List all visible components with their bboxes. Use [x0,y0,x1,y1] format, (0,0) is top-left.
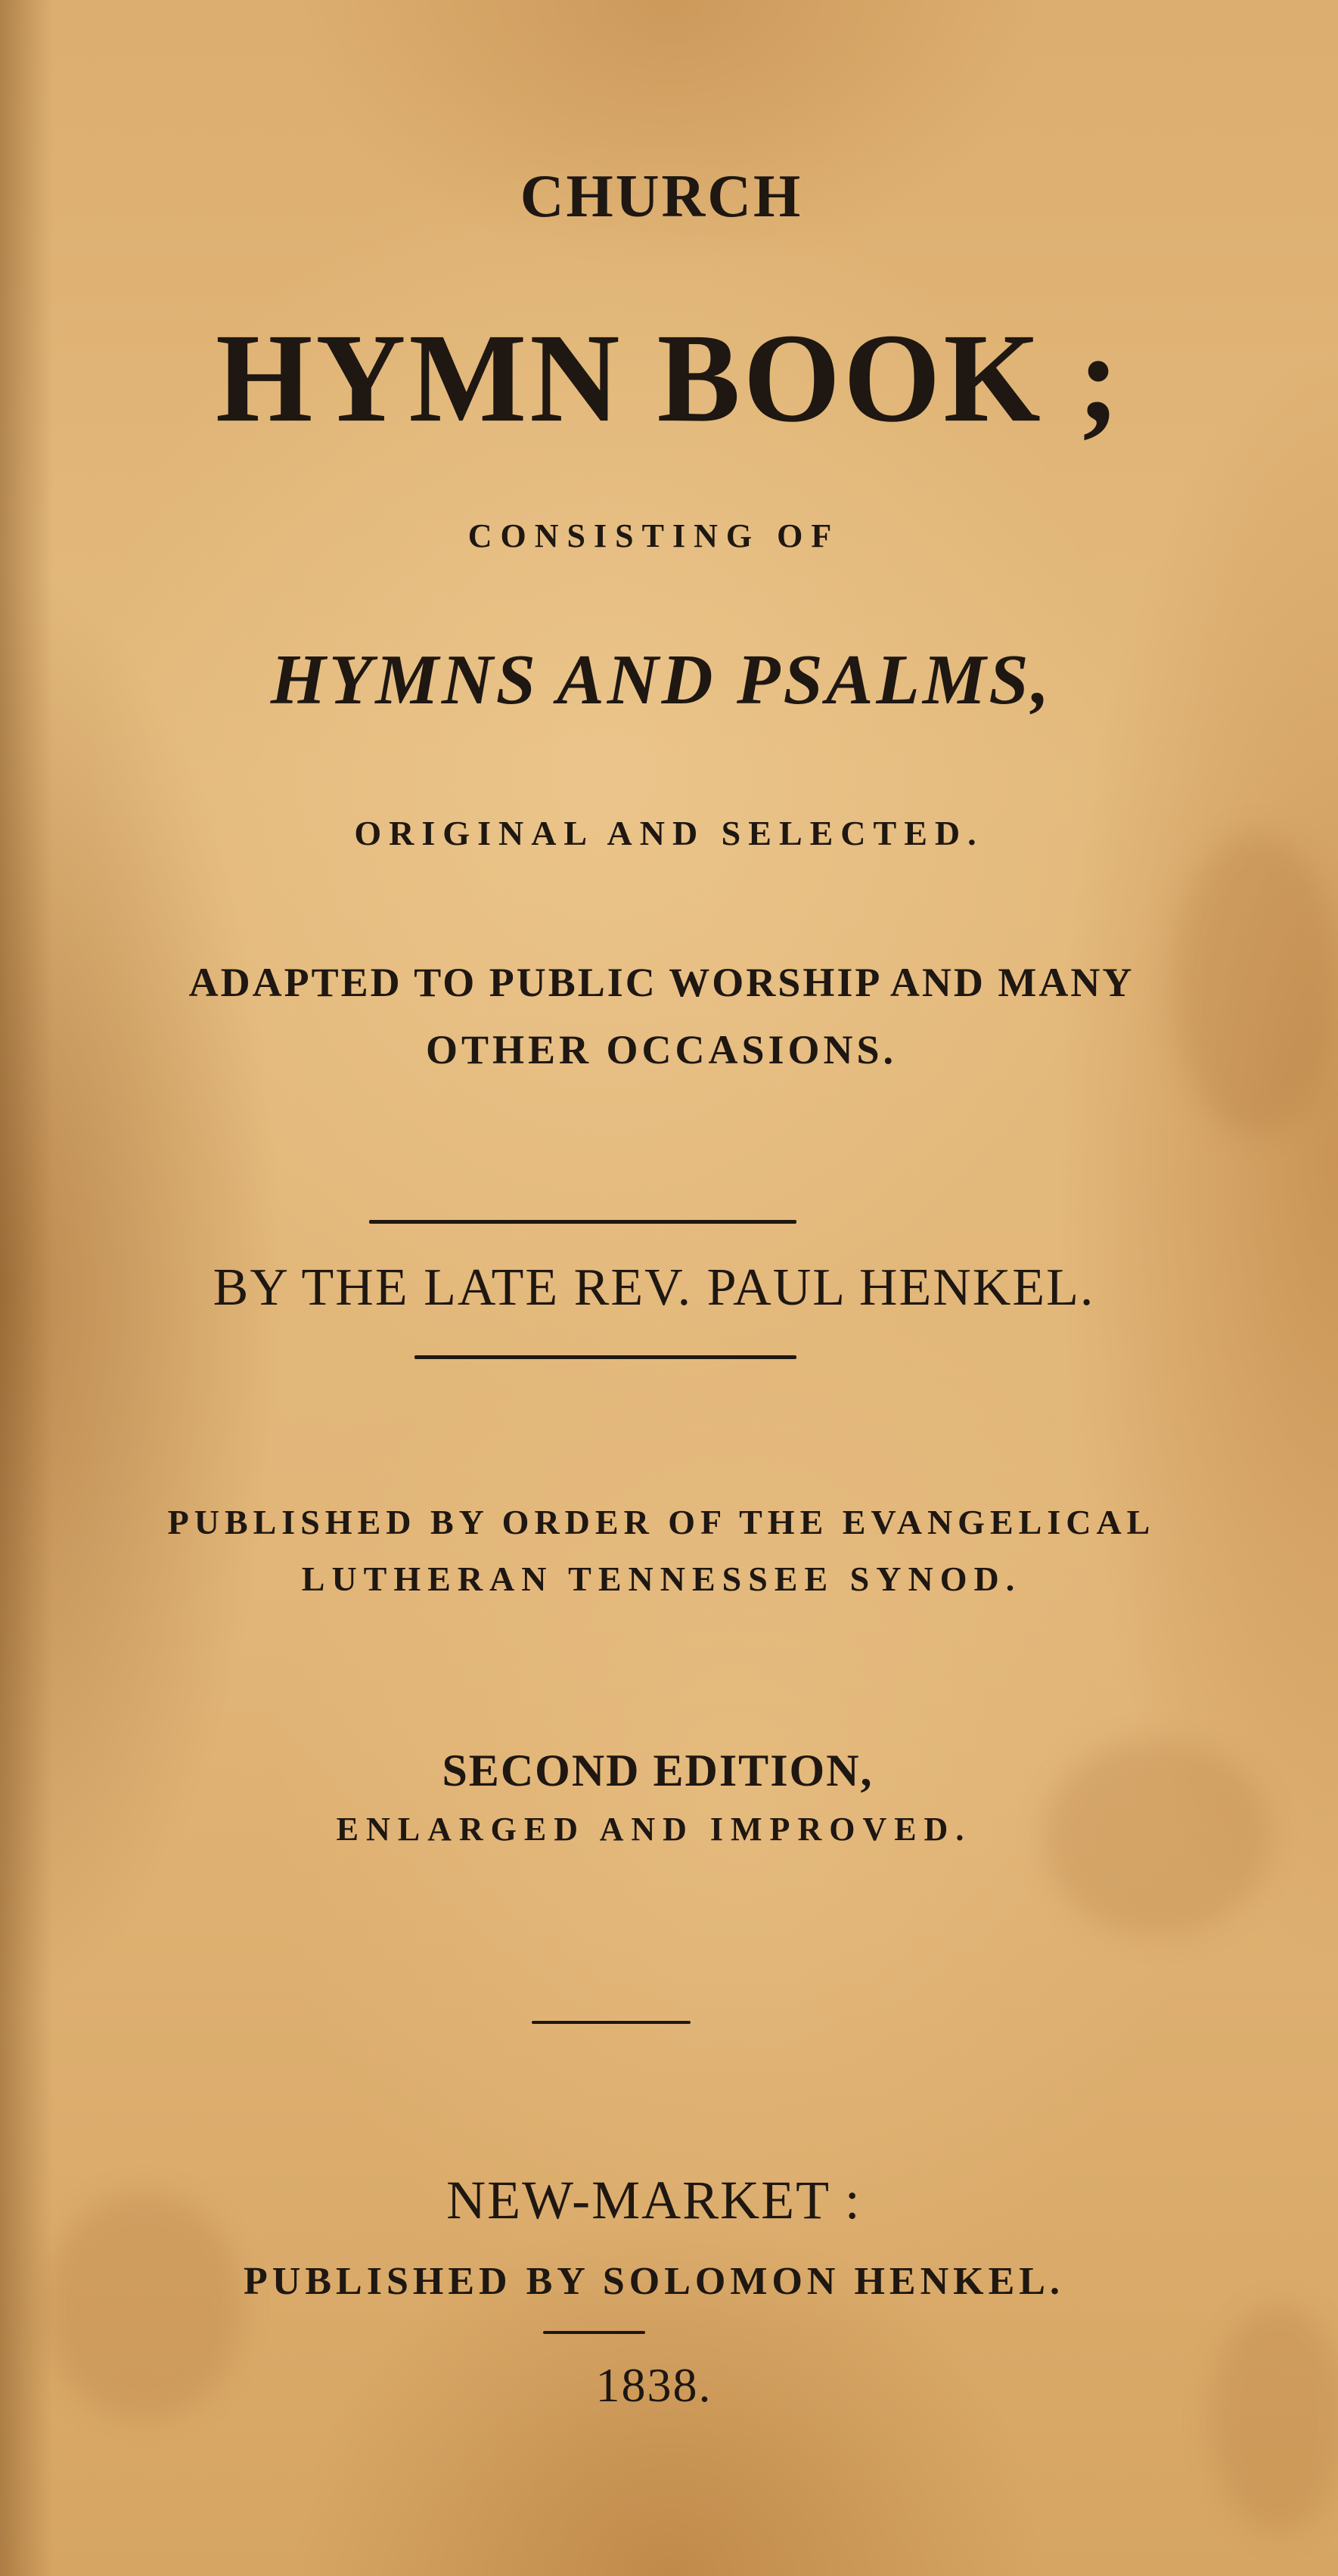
ornamental-rule [532,2021,691,2024]
ornamental-rule [369,1220,796,1224]
imprint-publisher: PUBLISHED BY SOLOMON HENKEL. [244,2260,1064,2303]
paper-stain [1210,2307,1338,2534]
subtitle-other-occasions: OTHER OCCASIONS. [425,1027,898,1072]
subtitle-hymns-and-psalms: HYMNS AND PSALMS, [270,641,1053,719]
subtitle-consisting-of: CONSISTING OF [467,517,840,554]
imprint-place: NEW-MARKET : [446,2170,861,2230]
title-line-church: CHURCH [520,163,803,230]
edition-line: SECOND EDITION, [442,1746,874,1795]
subtitle-original-and-selected: ORIGINAL AND SELECTED. [354,814,984,852]
imprint-published-by-order: PUBLISHED BY ORDER OF THE EVANGELICAL [167,1503,1156,1541]
ornamental-rule [414,1355,796,1359]
title-line-hymn-book: HYMN BOOK ; [216,307,1122,448]
author-line: BY THE LATE REV. PAUL HENKEL. [213,1259,1095,1317]
ornamental-rule [543,2331,645,2334]
edition-note: ENLARGED AND IMPROVED. [336,1811,972,1848]
imprint-tennessee-synod: LUTHERAN TENNESSEE SYNOD. [301,1560,1022,1598]
imprint-year: 1838. [595,2358,712,2412]
subtitle-adapted-to-public-worship: ADAPTED TO PUBLIC WORSHIP AND MANY [188,960,1135,1005]
